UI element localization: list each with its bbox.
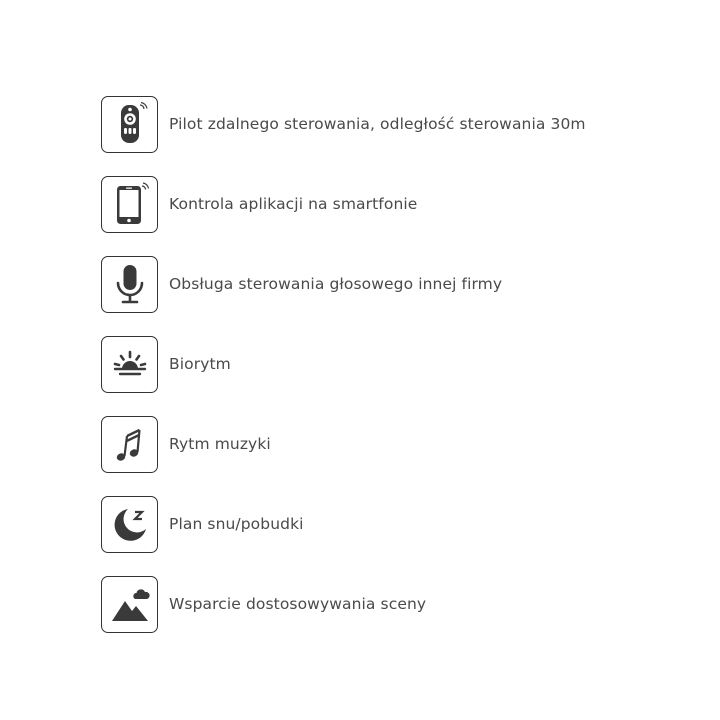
music-note-icon: [108, 422, 152, 466]
smartphone-icon: [108, 182, 152, 226]
list-item-remote-control: [101, 94, 586, 154]
moon-sleep-icon: [108, 502, 152, 546]
feature-label: Biorytm: [169, 355, 231, 373]
feature-label: Wsparcie dostosowywania sceny: [169, 595, 427, 613]
icon-box: [101, 576, 158, 633]
feature-label: Rytm muzyki: [169, 435, 271, 453]
icon-box: [101, 336, 158, 393]
feature-list: [101, 94, 586, 634]
feature-label: Pilot zdalnego sterowania, odległość sterowania 30m: [169, 115, 586, 133]
sunrise-icon: [108, 342, 152, 386]
list-item-voice-control: [101, 254, 586, 314]
list-item-sleep-plan: [101, 494, 586, 554]
icon-box: [101, 96, 158, 153]
icon-box: [101, 416, 158, 473]
list-item-app-control: [101, 174, 586, 234]
list-item-music-rhythm: [101, 414, 586, 474]
microphone-icon: [108, 262, 152, 306]
icon-box: [101, 256, 158, 313]
list-item-biorhythm: [101, 334, 586, 394]
feature-label: Obsługa sterowania głosowego innej firmy: [169, 275, 503, 293]
icon-box: [101, 176, 158, 233]
feature-label: Plan snu/pobudki: [169, 515, 304, 533]
feature-label: Kontrola aplikacji na smartfonie: [169, 195, 418, 213]
mountain-cloud-icon: [108, 582, 152, 626]
icon-box: [101, 496, 158, 553]
list-item-scene-support: [101, 574, 586, 634]
remote-control-icon: [108, 102, 152, 146]
